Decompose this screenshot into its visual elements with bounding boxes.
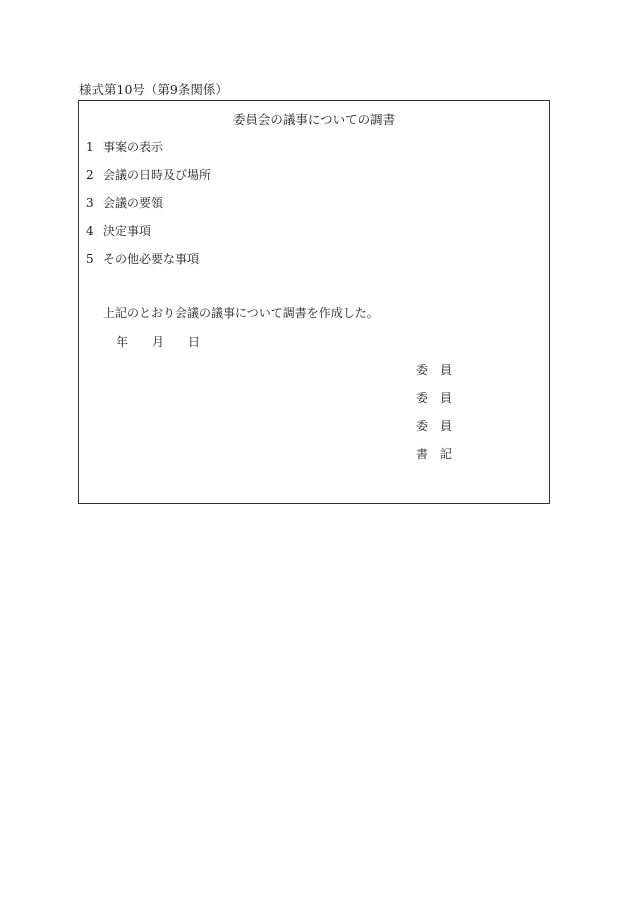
document-title: 委員会の議事についての調書 — [232, 112, 396, 127]
minutes-form-frame — [78, 100, 550, 504]
signature-member-3 — [416, 417, 464, 434]
signature-char: 委 — [416, 419, 429, 433]
date-day-label: 日 — [188, 335, 201, 349]
signature-member-1 — [416, 361, 464, 378]
item-number: 1 — [86, 140, 94, 154]
signature-char: 委 — [416, 391, 429, 405]
item-number: 3 — [86, 196, 94, 210]
signature-char: 書 — [416, 447, 429, 461]
statement-text: 上記のとおり会議の議事について調書を作成した。 — [103, 306, 379, 320]
signature-char: 委 — [416, 363, 429, 377]
item-text: 事案の表示 — [103, 140, 164, 154]
item-text: 会議の要領 — [103, 196, 164, 210]
item-decisions — [86, 222, 151, 239]
signature-char: 員 — [440, 419, 453, 433]
item-text: 会議の日時及び場所 — [103, 168, 212, 182]
signature-char: 員 — [440, 391, 453, 405]
signature-char: 員 — [440, 363, 453, 377]
signature-char: 記 — [440, 447, 453, 461]
item-meeting-summary — [86, 194, 163, 211]
signature-secretary — [416, 445, 464, 462]
item-number: 2 — [86, 168, 94, 182]
signature-member-2 — [416, 389, 464, 406]
item-number: 5 — [86, 252, 94, 266]
item-event-display — [86, 138, 163, 155]
date-year-label: 年 — [116, 335, 129, 349]
date-month-label: 月 — [152, 335, 165, 349]
item-text: その他必要な事項 — [103, 252, 200, 266]
item-meeting-datetime-place — [86, 166, 211, 183]
item-number: 4 — [86, 224, 94, 238]
form-label: 様式第10号（第9条関係） — [79, 82, 228, 97]
item-other-matters — [86, 250, 199, 267]
item-text: 決定事項 — [103, 224, 152, 238]
